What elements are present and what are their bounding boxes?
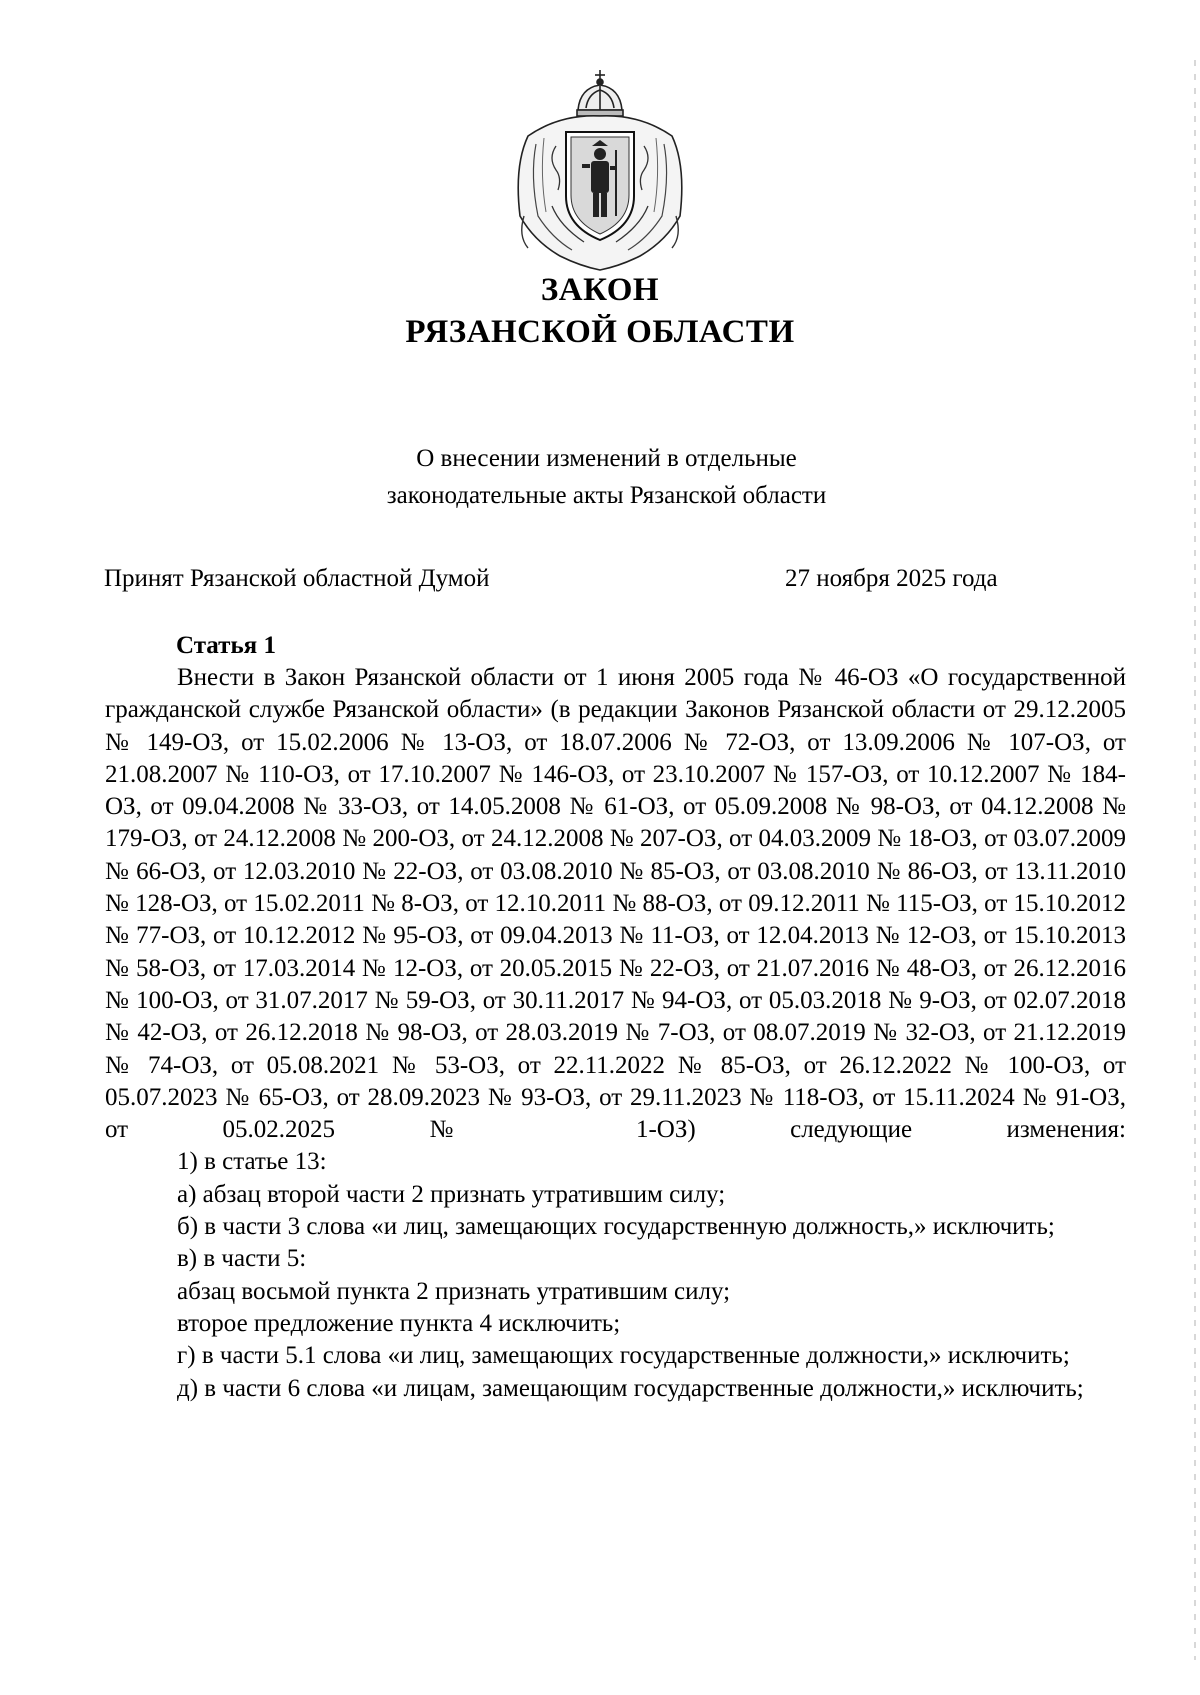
article-paragraph: б) в части 3 слова «и лиц, замещающих государственную должность,» исключить; xyxy=(177,1213,1055,1241)
article-paragraph: д) в части 6 слова «и лицам, замещающим государственные должности,» исключить; xyxy=(177,1374,1084,1402)
scan-edge-marks xyxy=(1194,60,1196,1660)
adoption-date: 27 ноября 2025 года xyxy=(785,565,998,592)
coat-of-arms-emblem xyxy=(500,66,700,276)
document-title-line1: ЗАКОН xyxy=(540,272,660,308)
subtitle-line1: О внесении изменений в отдельные xyxy=(416,445,797,472)
article-heading: Статья 1 xyxy=(176,632,276,659)
article-paragraph: а) абзац второй части 2 признать утратившим силу; xyxy=(177,1180,726,1208)
document-title-line2: РЯЗАНСКОЙ ОБЛАСТИ xyxy=(405,314,795,350)
article-paragraph: в) в части 5: xyxy=(177,1245,307,1273)
article-paragraph: 1) в статье 13: xyxy=(177,1148,327,1176)
subtitle-line2: законодательные акты Рязанской области xyxy=(386,482,827,509)
article-body xyxy=(105,662,1126,1405)
article-paragraph: второе предложение пункта 4 исключить; xyxy=(177,1309,621,1337)
article-paragraph: Внести в Закон Рязанской области от 1 июня 2005 года № 46-ОЗ «О государственной гражданской службе Рязанской области» (в редакции Законов Рязанской области от 29.12.2005 № 149-ОЗ, от 15.02.2006 № 13-ОЗ, от 18.07.2006 № 72-ОЗ, от 13.09.2006 № 107-ОЗ, от 21.08.2007 № 110-ОЗ, от 17.10.2007 № 146-ОЗ, от 23.10.2007 № 157-ОЗ, от 10.12.2007 № 184-ОЗ, от 09.04.2008 № 33-ОЗ, от 14.05.2008 № 61-ОЗ, от 05.09.2008 № 98-ОЗ, от 04.12.2008 № 179-ОЗ, от 24.12.2008 № 200-ОЗ, от 24.12.2008 № 207-ОЗ, от 04.03.2009 № 18-ОЗ, от 03.07.2009 № 66-ОЗ, от 12.03.2010 № 22-ОЗ, от 03.08.2010 № 85-ОЗ, от 03.08.2010 № 86-ОЗ, от 13.11.2010 № 128-ОЗ, от 15.02.2011 № 8-ОЗ, от 12.10.2011 № 88-ОЗ, от 09.12.2011 № 115-ОЗ, от 15.10.2012 № 77-ОЗ, от 10.12.2012 № 95-ОЗ, от 09.04.2013 № 11-ОЗ, от 12.04.2013 № 12-ОЗ, от 15.10.2013 № 58-ОЗ, от 17.03.2014 № 12-ОЗ, от 20.05.2015 № 22-ОЗ, от 21.07.2016 № 48-ОЗ, от 26.12.2016 № 100-ОЗ, от 31.07.2017 № 59-ОЗ, от 30.11.2017 № 94-ОЗ, от 05.03.2018 № 9-ОЗ, от 02.07.2018 № 42-ОЗ, от 26.12.2018 № 98-ОЗ, от 28.03.2019 № 7-ОЗ, от 08.07.2019 № 32-ОЗ, от 21.12.2019 № 74-ОЗ, от 05.08.2021 № 53-ОЗ, от 22.11.2022 № 85-ОЗ, от 26.12.2022 № 100-ОЗ, от 05.07.2023 № 65-ОЗ, от 28.09.2023 № 93-ОЗ, от 29.11.2023 № 118-ОЗ, от 15.11.2024 № 91-ОЗ, от 05.02.2025 № 1-ОЗ) следующие изменения: xyxy=(105,664,1126,1144)
article-paragraph: абзац восьмой пункта 2 признать утратившим силу; xyxy=(177,1277,731,1305)
document-subtitle xyxy=(0,440,1200,514)
adopted-by: Принят Рязанской областной Думой xyxy=(104,565,490,592)
article-paragraph: г) в части 5.1 слова «и лиц, замещающих государственные должности,» исключить; xyxy=(177,1342,1070,1370)
